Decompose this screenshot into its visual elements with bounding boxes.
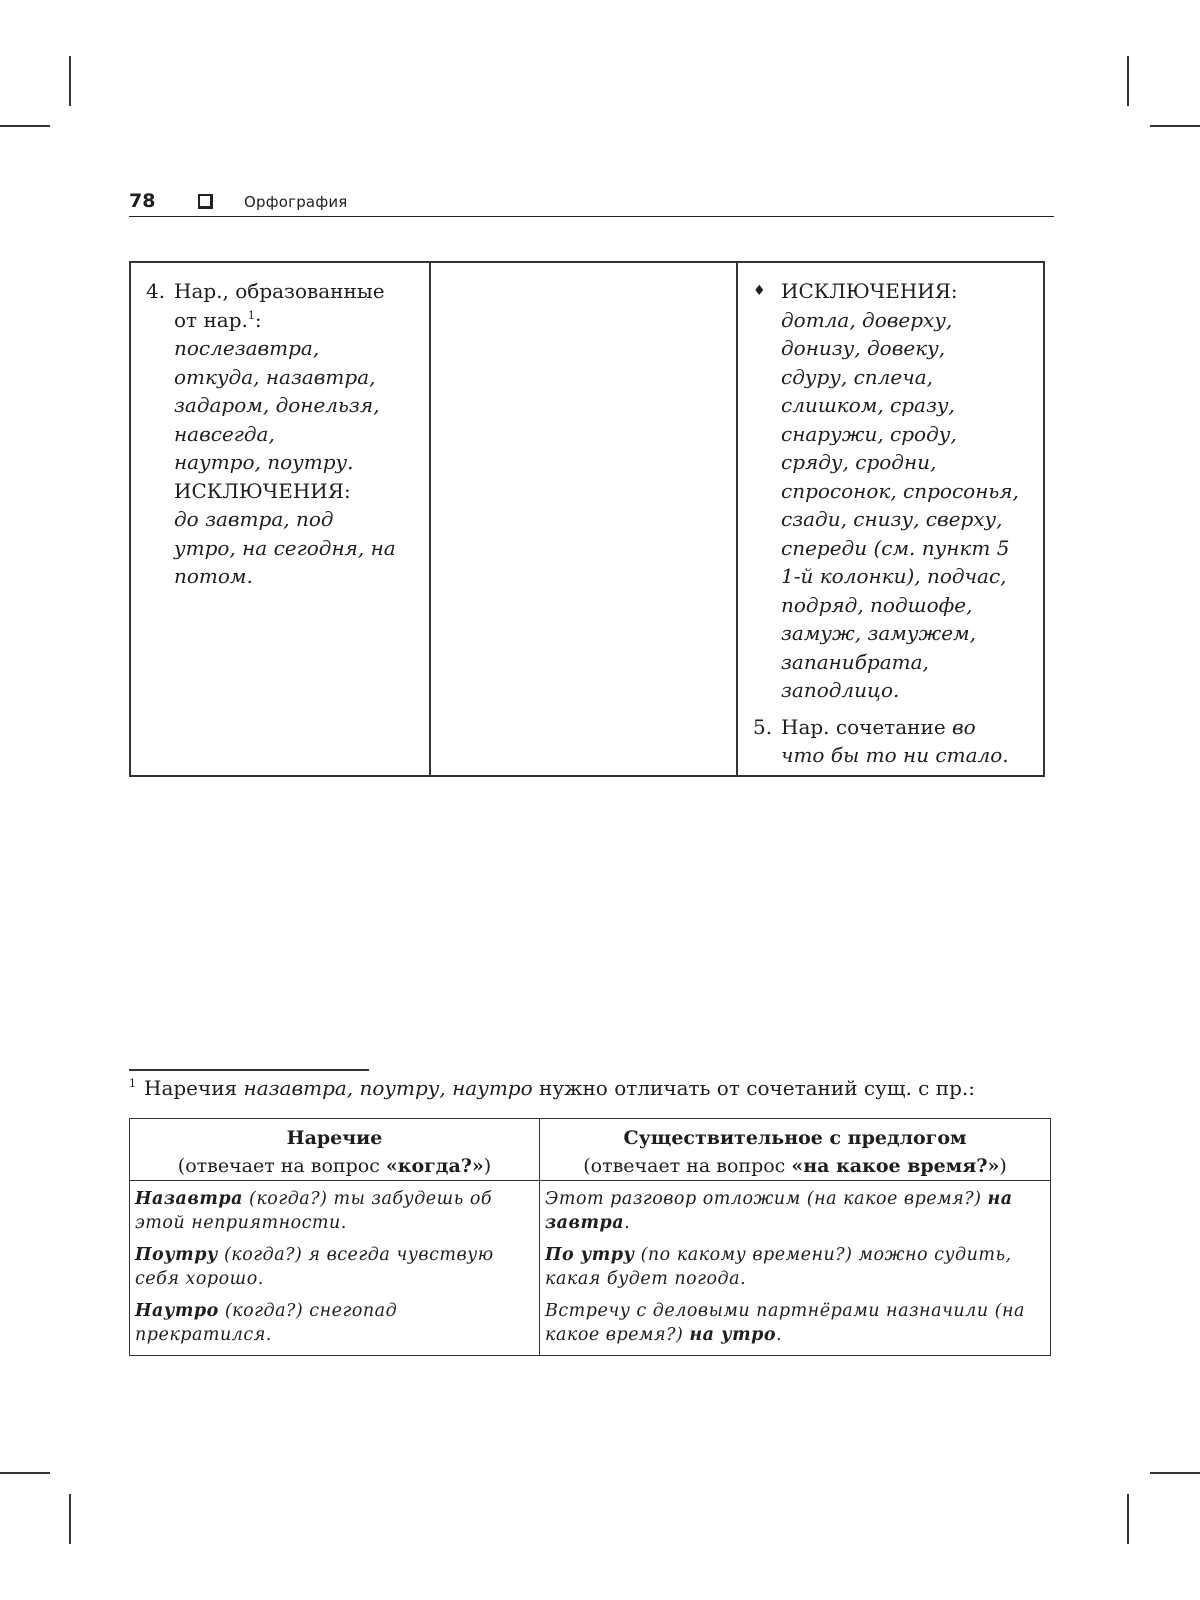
example-keyword: на завтра	[545, 1189, 1013, 1233]
rule-intro-text: от нар.	[174, 307, 248, 332]
example-line: навсегда,	[174, 421, 275, 446]
exception-line: спросонок, спросонья,	[781, 478, 1019, 503]
exception-line: потом.	[174, 564, 253, 588]
question-prefix: (отвечает на вопрос	[177, 1155, 386, 1177]
rule-intro: Нар., образованные	[174, 279, 385, 303]
example-text: Встречу с деловыми партнёрами назначили (на какое время?)	[545, 1301, 1025, 1345]
rules-column-2	[431, 263, 738, 775]
exceptions-label: ИСКЛЮЧЕНИЯ:	[781, 279, 958, 303]
example-keyword: Наутро	[135, 1301, 219, 1321]
crop-mark	[1150, 1472, 1200, 1474]
exception-line: заподлицо.	[781, 678, 900, 702]
noun-column	[540, 1119, 1050, 1355]
example-text: (когда?) снегопад прекратился.	[135, 1301, 398, 1345]
crop-mark	[0, 1472, 50, 1474]
rule-text: Нар. сочетание	[781, 714, 953, 739]
crop-mark	[1127, 56, 1129, 106]
example-keyword: Поутру	[135, 1245, 218, 1265]
example-text-end: (по какому времени?) можно судить, какая будет погода.	[545, 1245, 1012, 1289]
rule-item-5	[753, 713, 1043, 770]
crop-mark	[1127, 1494, 1129, 1544]
example-text-end: .	[624, 1213, 631, 1233]
exception-line: сзади, снизу, сверху,	[781, 507, 1003, 531]
exception-line: до завтра, под	[174, 507, 334, 531]
example-row	[545, 1243, 1044, 1291]
example-text: (когда?) я всегда чувствую себя хорошо.	[135, 1245, 494, 1289]
example-text: Этот разговор отложим (на какое время?)	[545, 1189, 988, 1209]
rule-body	[781, 713, 1009, 770]
example-line: откуда, назавтра,	[174, 364, 376, 389]
column-header	[540, 1119, 1050, 1181]
example-line: задаром, донельзя,	[174, 393, 380, 417]
example-row	[135, 1299, 533, 1347]
example-row	[135, 1243, 533, 1291]
comparison-table	[129, 1118, 1051, 1356]
question-word: «когда?»	[385, 1155, 484, 1177]
column-body	[540, 1181, 1050, 1355]
example-row	[545, 1299, 1044, 1347]
question-suffix: )	[483, 1155, 492, 1177]
rule-intro-line-2	[174, 306, 396, 335]
column-body	[130, 1181, 539, 1355]
exceptions-label: ИСКЛЮЧЕНИЯ:	[174, 478, 351, 503]
footnote-text-end: нужно отличать от сочетаний сущ. с пр.:	[532, 1076, 975, 1100]
example-row	[135, 1187, 533, 1235]
rule-item-4	[146, 277, 429, 591]
rule-number: 4.	[146, 279, 166, 303]
footnote-words: назавтра, поутру, наутро	[243, 1076, 533, 1100]
example-text: (когда?) ты забудешь об этой неприятности.	[135, 1189, 493, 1233]
crop-mark	[0, 125, 50, 127]
exception-line: запанибрата,	[781, 649, 929, 674]
example-keyword: на утро	[689, 1325, 776, 1345]
rule-example: во	[952, 714, 976, 739]
footnote-ref: 1	[247, 308, 255, 322]
rule-intro-colon: :	[254, 307, 262, 332]
footnote-text-start: Наречия	[144, 1076, 244, 1100]
question-word: «на какое время?»	[791, 1155, 1000, 1177]
column-question	[130, 1152, 539, 1180]
adverb-column	[130, 1119, 540, 1355]
footnote	[129, 1074, 1059, 1102]
exception-line: слишком, сразу,	[781, 393, 955, 417]
column-header	[130, 1119, 539, 1181]
exception-line: донизу, довеку,	[781, 336, 946, 360]
crop-mark	[1150, 125, 1200, 127]
exception-line: сряду, сродни,	[781, 450, 937, 474]
exception-line: спереди (см. пункт 5	[781, 535, 1010, 560]
column-title: Наречие	[286, 1127, 383, 1149]
exception-line: сдуру, сплеча,	[781, 364, 933, 389]
rule-body	[174, 277, 396, 591]
question-suffix: )	[999, 1155, 1007, 1177]
example-keyword: Назавтра	[135, 1189, 243, 1209]
diamond-bullet-icon: ♦	[753, 283, 766, 299]
rules-column-3	[738, 263, 1043, 775]
rule-line	[781, 713, 1009, 742]
exception-line: подряд, подшофе,	[781, 592, 973, 617]
checkbox-square-icon	[198, 194, 213, 209]
running-head	[129, 190, 1054, 217]
example-row	[545, 1187, 1044, 1235]
exception-line: дотла, доверху,	[781, 307, 953, 332]
rule-example-line: что бы то ни стало.	[781, 743, 1009, 767]
page-number: 78	[129, 190, 156, 212]
exception-line: утро, на сегодня, на	[174, 535, 396, 560]
crop-mark	[69, 56, 71, 106]
exception-line: замуж, замужем,	[781, 621, 976, 645]
section-title: Орфография	[244, 193, 348, 211]
rules-column-1	[131, 263, 431, 775]
footnote-mark: 1	[129, 1077, 136, 1090]
column-question	[540, 1152, 1050, 1180]
exceptions-block	[753, 277, 1043, 705]
question-prefix: (отвечает на вопрос	[583, 1155, 792, 1177]
exceptions-body	[781, 277, 1019, 705]
crop-mark	[69, 1494, 71, 1544]
rules-table	[129, 261, 1045, 777]
rule-number: 5.	[753, 714, 773, 739]
exception-line: снаружи, сроду,	[781, 421, 957, 446]
example-line: послезавтра,	[174, 336, 320, 360]
example-text-end: .	[776, 1325, 783, 1345]
example-line: наутро, поутру.	[174, 450, 354, 474]
footnote-rule	[129, 1069, 369, 1071]
column-title: Существительное с предлогом	[623, 1127, 967, 1149]
exception-line: 1-й колонки), подчас,	[781, 564, 1007, 588]
example-keyword: По утру	[545, 1245, 635, 1265]
